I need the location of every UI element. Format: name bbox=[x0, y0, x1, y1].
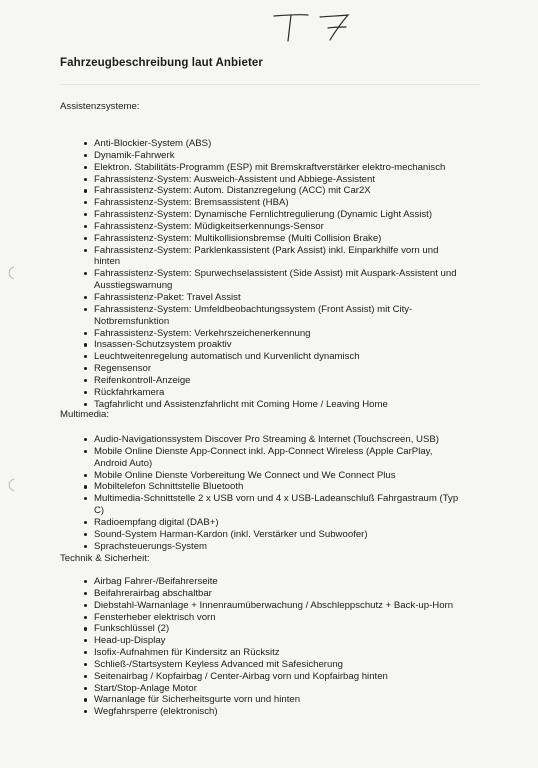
list-item: Fahrassistenz-System: Müdigkeitserkennungs-Sensor bbox=[84, 221, 464, 233]
section-heading-assistenzsysteme: Assistenzsysteme: bbox=[60, 101, 140, 112]
list-item: Fahrassistenz-System: Dynamische Fernlichtregulierung (Dynamic Light Assist) bbox=[84, 209, 464, 221]
handwritten-mark bbox=[268, 6, 358, 46]
list-item: Regensensor bbox=[84, 363, 464, 375]
punch-hole-mark bbox=[4, 478, 16, 492]
list-item: Fahrassistenz-System: Parklenkassistent (Park Assist) inkl. Einparkhilfe vorn und hinten bbox=[84, 245, 464, 269]
list-item: Tagfahrlicht und Assistenzfahrlicht mit Coming Home / Leaving Home bbox=[84, 399, 464, 411]
list-item: Leuchtweitenregelung automatisch und Kurvenlicht dynamisch bbox=[84, 351, 464, 363]
list-item: Seitenairbag / Kopfairbag / Center-Airbag vorn und Kopfairbag hinten bbox=[84, 671, 464, 683]
list-item: Airbag Fahrer-/Beifahrerseite bbox=[84, 576, 464, 588]
list-item: Schließ-/Startsystem Keyless Advanced mit Safesicherung bbox=[84, 659, 464, 671]
punch-hole-mark bbox=[4, 266, 16, 280]
list-item: Beifahrerairbag abschaltbar bbox=[84, 588, 464, 600]
list-item: Insassen-Schutzsystem proaktiv bbox=[84, 339, 464, 351]
list-item: Fahrassistenz-System: Autom. Distanzregelung (ACC) mit Car2X bbox=[84, 185, 464, 197]
list-item: Mobile Online Dienste Vorbereitung We Connect und We Connect Plus bbox=[84, 470, 464, 482]
list-item: Start/Stop-Anlage Motor bbox=[84, 683, 464, 695]
list-item: Sound-System Harman-Kardon (inkl. Verstärker und Subwoofer) bbox=[84, 529, 464, 541]
list-item: Fahrassistenz-System: Umfeldbeobachtungssystem (Front Assist) mit City-Notbremsfunktion bbox=[84, 304, 464, 328]
section-heading-multimedia: Multimedia: bbox=[60, 409, 110, 420]
list-item: Head-up-Display bbox=[84, 635, 464, 647]
list-item: Rückfahrkamera bbox=[84, 387, 464, 399]
list-item: Elektron. Stabilitäts-Programm (ESP) mit Bremskraftverstärker elektro-mechanisch bbox=[84, 162, 464, 174]
title-divider bbox=[60, 84, 480, 85]
list-item: Mobiltelefon Schnittstelle Bluetooth bbox=[84, 481, 464, 493]
list-item: Funkschlüssel (2) bbox=[84, 623, 464, 635]
section-heading-technik-sicherheit: Technik & Sicherheit: bbox=[60, 553, 150, 564]
list-item: Wegfahrsperre (elektronisch) bbox=[84, 706, 464, 718]
list-item: Sprachsteuerungs-System bbox=[84, 541, 464, 553]
list-item: Dynamik-Fahrwerk bbox=[84, 150, 464, 162]
list-item: Diebstahl-Warnanlage + Innenraumüberwachung / Abschleppschutz + Back-up-Horn bbox=[84, 600, 464, 612]
list-item: Fahrassistenz-Paket: Travel Assist bbox=[84, 292, 464, 304]
list-item: Anti-Blockier-System (ABS) bbox=[84, 138, 464, 150]
section-list-technik-sicherheit bbox=[84, 576, 464, 718]
list-item: Fahrassistenz-System: Multikollisionsbremse (Multi Collision Brake) bbox=[84, 233, 464, 245]
list-item: Mobile Online Dienste App-Connect inkl. App-Connect Wireless (Apple CarPlay, Android Auto) bbox=[84, 446, 464, 470]
list-item: Fahrassistenz-System: Ausweich-Assistent und Abbiege-Assistent bbox=[84, 174, 464, 186]
list-item: Warnanlage für Sicherheitsgurte vorn und hinten bbox=[84, 694, 464, 706]
section-list-multimedia bbox=[84, 434, 464, 552]
list-item: Isofix-Aufnahmen für Kindersitz an Rücksitz bbox=[84, 647, 464, 659]
page-title: Fahrzeugbeschreibung laut Anbieter bbox=[60, 57, 263, 69]
list-item: Radioempfang digital (DAB+) bbox=[84, 517, 464, 529]
list-item: Audio-Navigationssystem Discover Pro Streaming & Internet (Touchscreen, USB) bbox=[84, 434, 464, 446]
list-item: Multimedia-Schnittstelle 2 x USB vorn und 4 x USB-Ladeanschluß Fahrgastraum (Typ C) bbox=[84, 493, 464, 517]
list-item: Fahrassistenz-System: Verkehrszeichenerkennung bbox=[84, 328, 464, 340]
list-item: Fensterheber elektrisch vorn bbox=[84, 612, 464, 624]
list-item: Fahrassistenz-System: Spurwechselassistent (Side Assist) mit Auspark-Assistent und Ausstiegswarnung bbox=[84, 268, 464, 292]
list-item: Reifenkontroll-Anzeige bbox=[84, 375, 464, 387]
section-list-assistenzsysteme bbox=[84, 138, 464, 410]
list-item: Fahrassistenz-System: Bremsassistent (HBA) bbox=[84, 197, 464, 209]
